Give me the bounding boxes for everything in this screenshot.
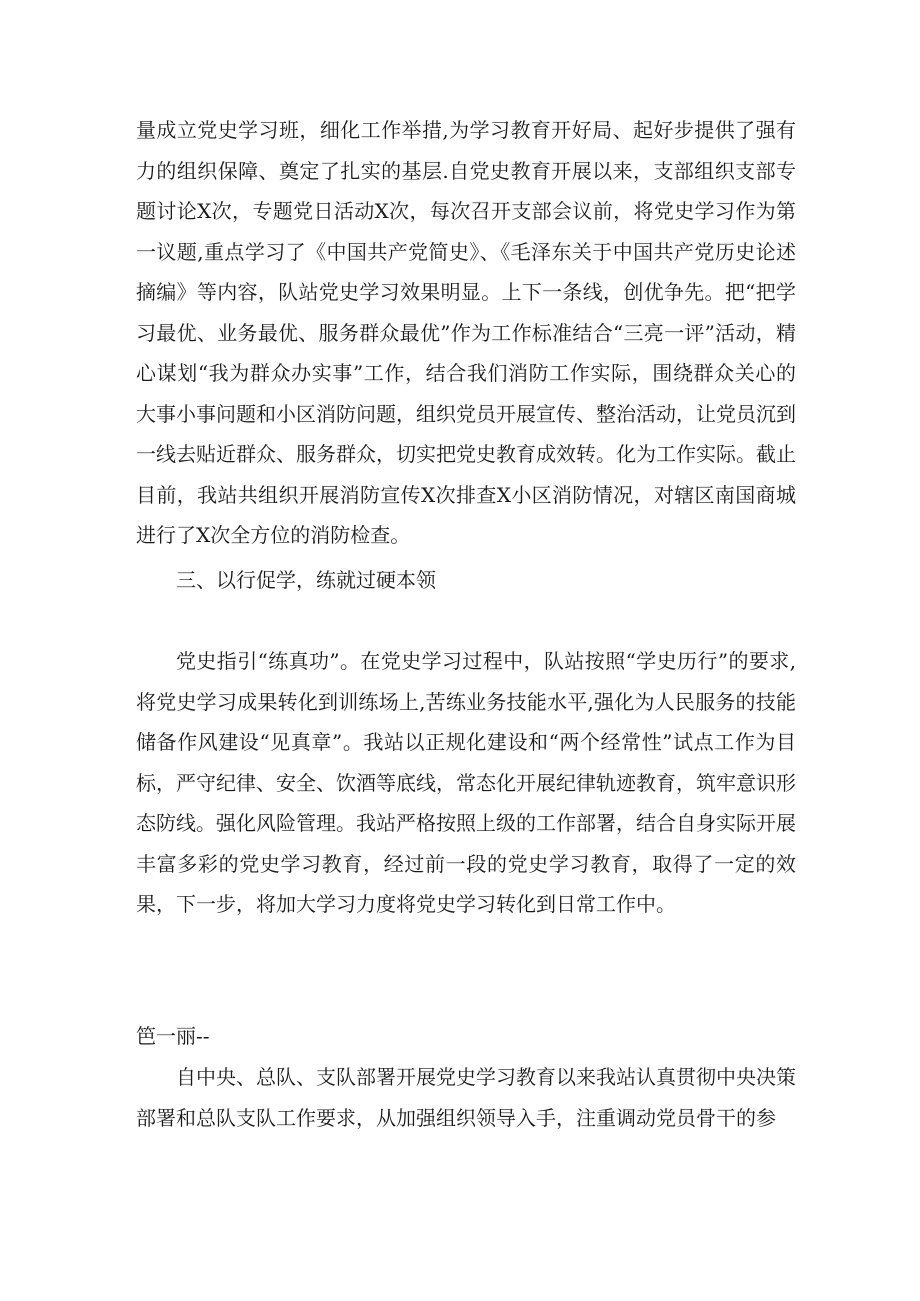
paragraph-continued: 量成立党史学习班，细化工作举措,为学习教育开好局、起好步提供了强有力的组织保障、奠定了扎实的基层.自党史教育开展以来，支部组织支部专题讨论X次，专题党日活动X次，每次召开支部会议前，将党史学习作为第一议题,重点学习了《中国共产党简史》、《毛泽东关于中国共产党历史论述摘编》等内容，队站党史学习效果明显。上下一条线，创优争先。把“把学习最优、业务最优、服务群众最优”作为工作标准结合“三亮一评”活动，精心谋划“我为群众办实事”工作，结合我们消防工作实际，围绕群众关心的大事小事问题和小区消防问题，组织党员开展宣传、整治活动，让党员沉到一线去贴近群众、服务群众，切实把党史教育成效转。化为工作实际。截止目前，我站共组织开展消防宣传X次排查X小区消防情况，对辖区南国商城进行了X次全方位的消防检查。: [136, 118, 796, 547]
article-label: 笆一丽--: [136, 1024, 210, 1048]
document-body-section3: [136, 641, 796, 925]
paragraph-section3: 党史指引“练真功”。在党史学习过程中，队站按照“学史历行”的要求,将党史学习成果转化到训练场上,苦练业务技能水平,强化为人民服务的技能储备作风建设“见真章”。我站以正规化建设和“两个经常性”试点工作为目标，严守纪律、安全、饮酒等底线，常态化开展纪律轨迹教育，筑牢意识形态防线。强化风险管理。我站严格按照上级的工作部署，结合自身实际开展丰富多彩的党史学习教育，经过前一段的党史学习教育，取得了一定的效果，下一步，将加大学习力度将党史学习转化到日常工作中。: [136, 649, 796, 916]
document-article-label-block: [136, 1016, 796, 1057]
document-body-next: [136, 1057, 796, 1138]
paragraph-next: 自中央、总队、支队部署开展党史学习教育以来我站认真贯彻中央决策部署和总队支队工作要求，从加强组织领导入手，注重调动党员骨干的参: [136, 1065, 796, 1130]
section-heading: 三、以行促学，练就过硬本领: [176, 567, 436, 592]
document-body-top: [136, 110, 796, 600]
